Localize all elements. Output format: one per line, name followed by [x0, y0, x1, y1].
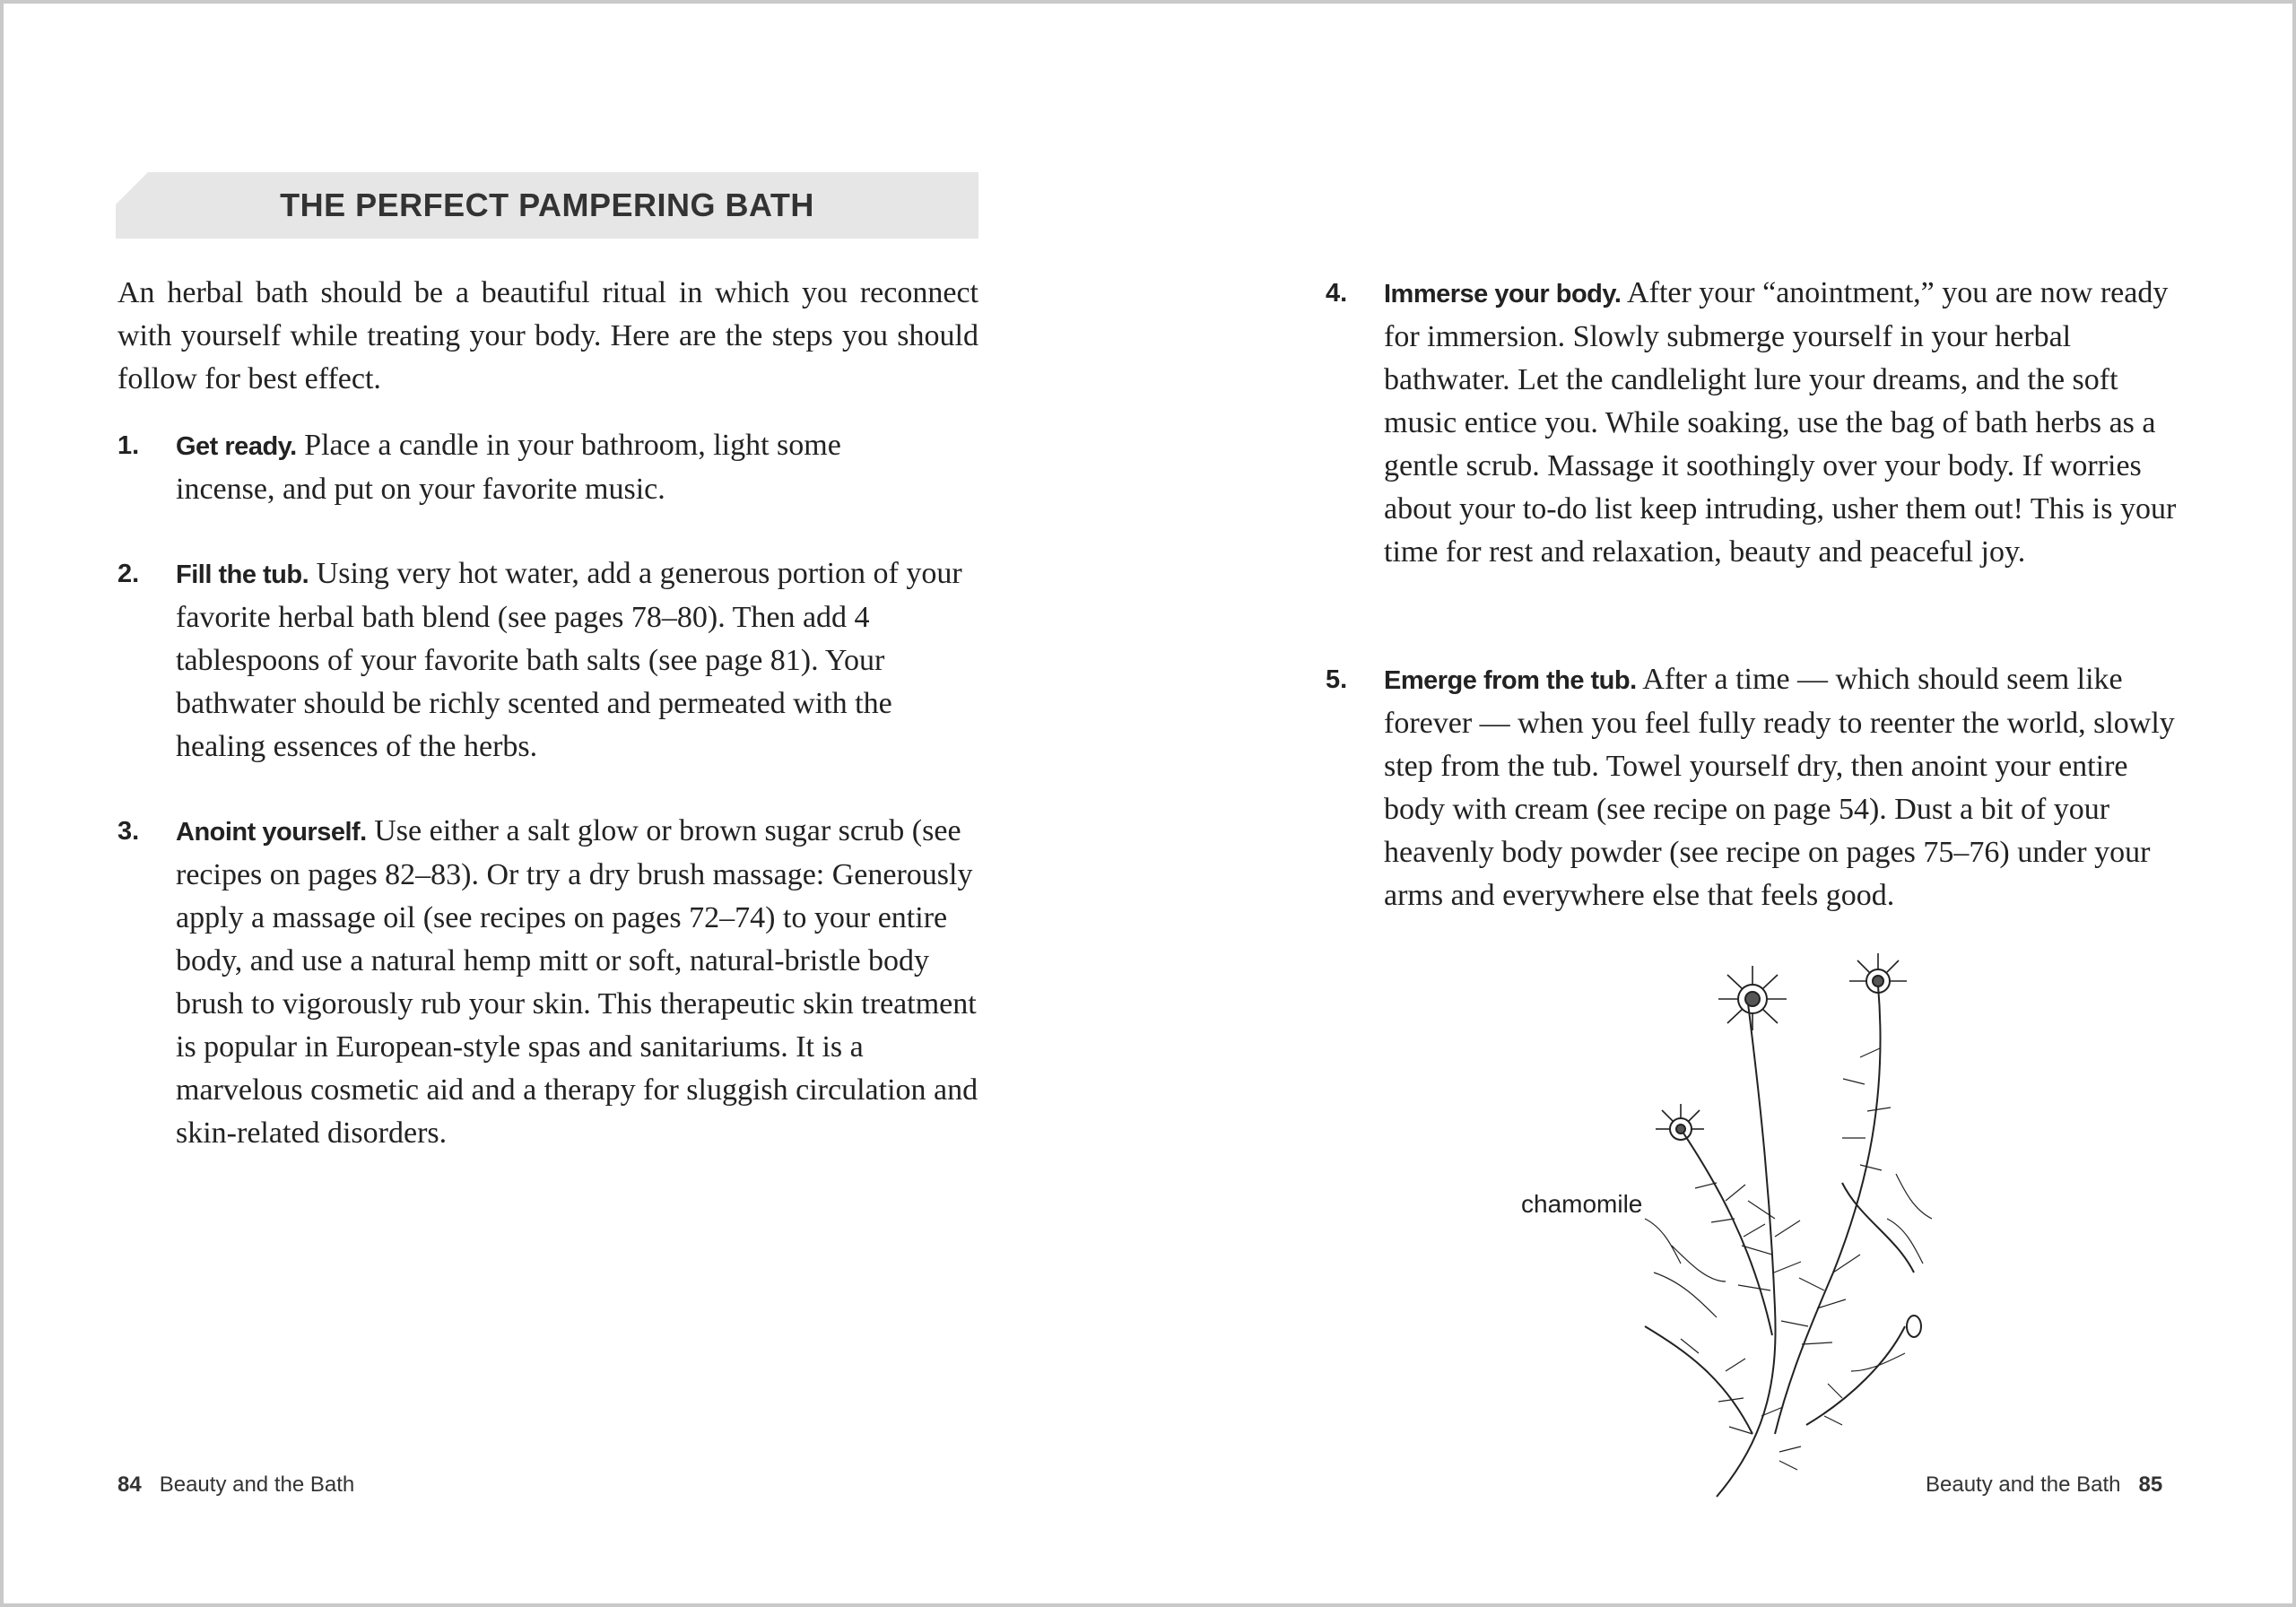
step-text: Using very hot water, add a generous portion of your favorite herbal bath blend (see pages 78–80). Then add 4 tablespoons of your favorite bath salts (see page 81). Your bathwater should be richly scented and permeated with the healing essences of the herbs. — [176, 557, 962, 763]
step-number: 2. — [117, 560, 140, 588]
page-number: 85 — [2138, 1472, 2163, 1497]
step-text: After a time — which should seem like forever — when you feel fully ready to reenter the world, slowly step from the tub. Towel yourself dry, then anoint your entire body with cream (see recipe on page 54). Dust a bit of your heavenly body powder (see recipe on pages 75–76) under your arms and everywhere else that feels good. — [1384, 663, 2175, 912]
running-footer: Beauty and the Bath — [159, 1472, 355, 1497]
left-folio — [117, 1472, 354, 1498]
step-number: 1. — [117, 431, 140, 460]
step-body — [176, 424, 925, 511]
running-footer: Beauty and the Bath — [1926, 1472, 2121, 1497]
left-page — [4, 4, 1148, 1603]
step-lead: Emerge from the tub. — [1384, 666, 1637, 695]
step-body — [1384, 272, 2187, 574]
step-number: 5. — [1326, 665, 1348, 694]
step-number: 4. — [1326, 279, 1348, 308]
page-number: 84 — [117, 1472, 142, 1497]
step-5 — [1326, 658, 2187, 917]
step-text: Place a candle in your bathroom, light some incense, and put on your favorite music. — [176, 429, 841, 506]
step-number: 3. — [117, 817, 140, 846]
step-text: After your “anointment,” you are now ready for immersion. Slowly submerge yourself in your herbal bathwater. Let the candlelight lure your dreams, and the soft music entice you. While soaking, use the bag of bath herbs as a gentle scrub. Massage it soothingly over your body. If worries about your to-do list keep intruding, usher them out! This is your time for rest and relaxation, beauty and peaceful joy. — [1384, 276, 2177, 569]
step-lead: Immerse your body. — [1384, 280, 1622, 308]
step-lead: Get ready. — [176, 432, 297, 461]
intro-paragraph: An herbal bath should be a beautiful ritual in which you reconnect with yourself while treating your body. Here are the steps you should follow for best effect. — [117, 276, 978, 395]
section-heading: THE PERFECT PAMPERING BATH — [280, 187, 814, 223]
step-text: Use either a salt glow or brown sugar scrub (see recipes on pages 82–83). Or try a dry brush massage: Generously apply a massage oil (see recipes on pages 72–74) to your entire body, and use a natural hemp mitt or soft, natural-bristle body brush to vigorously rub your skin. This therapeutic skin treatment is popular in European-style spas and sanitariums. It is a marvelous cosmetic aid and a therapy for sluggish circulation and skin-related disorders. — [176, 814, 978, 1150]
step-lead: Fill the tub. — [176, 560, 309, 589]
step-body — [176, 810, 978, 1155]
step-lead: Anoint yourself. — [176, 818, 367, 847]
step-body — [176, 552, 965, 769]
step-body — [1384, 658, 2187, 917]
step-3 — [117, 810, 978, 1155]
illustration-caption: chamomile — [1521, 1190, 1643, 1218]
step-4 — [1326, 272, 2187, 574]
chamomile-illustration-icon — [1618, 950, 1986, 1506]
step-1 — [117, 424, 925, 511]
step-2 — [117, 552, 978, 769]
